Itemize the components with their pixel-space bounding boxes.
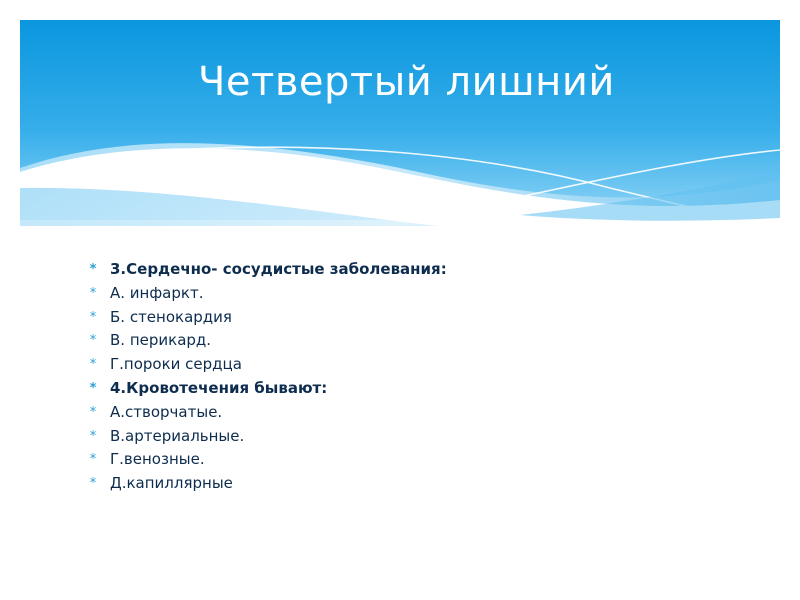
slide-title: Четвертый лишний <box>198 59 615 105</box>
bullet-list <box>86 258 726 496</box>
list-item <box>86 425 726 449</box>
list-item <box>86 377 726 401</box>
list-item-text: Д.капиллярные <box>110 474 233 493</box>
list-item-text: 3.Сердечно- сосудистые заболевания: <box>110 260 447 278</box>
list-item <box>86 353 726 377</box>
asterisk-bullet-icon: * <box>89 357 97 373</box>
asterisk-bullet-icon: * <box>89 404 97 420</box>
list-item <box>86 282 726 306</box>
list-item-text: Б. стенокардия <box>110 307 232 326</box>
asterisk-bullet-icon: * <box>89 452 97 468</box>
list-item <box>86 258 726 282</box>
list-item-text: А. инфаркт. <box>110 283 204 302</box>
list-item-text: А.створчатые. <box>110 402 223 421</box>
list-item <box>86 401 726 425</box>
asterisk-bullet-icon: * <box>89 428 97 444</box>
asterisk-bullet-icon: * <box>89 333 97 349</box>
asterisk-bullet-icon: * <box>89 285 97 301</box>
asterisk-bullet-icon: * <box>89 309 97 325</box>
list-item <box>86 472 726 496</box>
asterisk-bullet-icon: * <box>89 380 97 396</box>
asterisk-bullet-icon: * <box>89 262 97 277</box>
wave-base <box>20 226 780 236</box>
list-item <box>86 306 726 330</box>
asterisk-bullet-icon: * <box>89 476 97 492</box>
list-item-text: В.артериальные. <box>110 426 245 445</box>
list-item-text: Г.венозные. <box>110 450 205 469</box>
list-item-text: В. перикард. <box>110 331 212 350</box>
list-item-text: Г.пороки сердца <box>110 355 242 374</box>
list-item-text: 4.Кровотечения бывают: <box>110 378 328 397</box>
list-item <box>86 329 726 353</box>
list-item <box>86 448 726 472</box>
